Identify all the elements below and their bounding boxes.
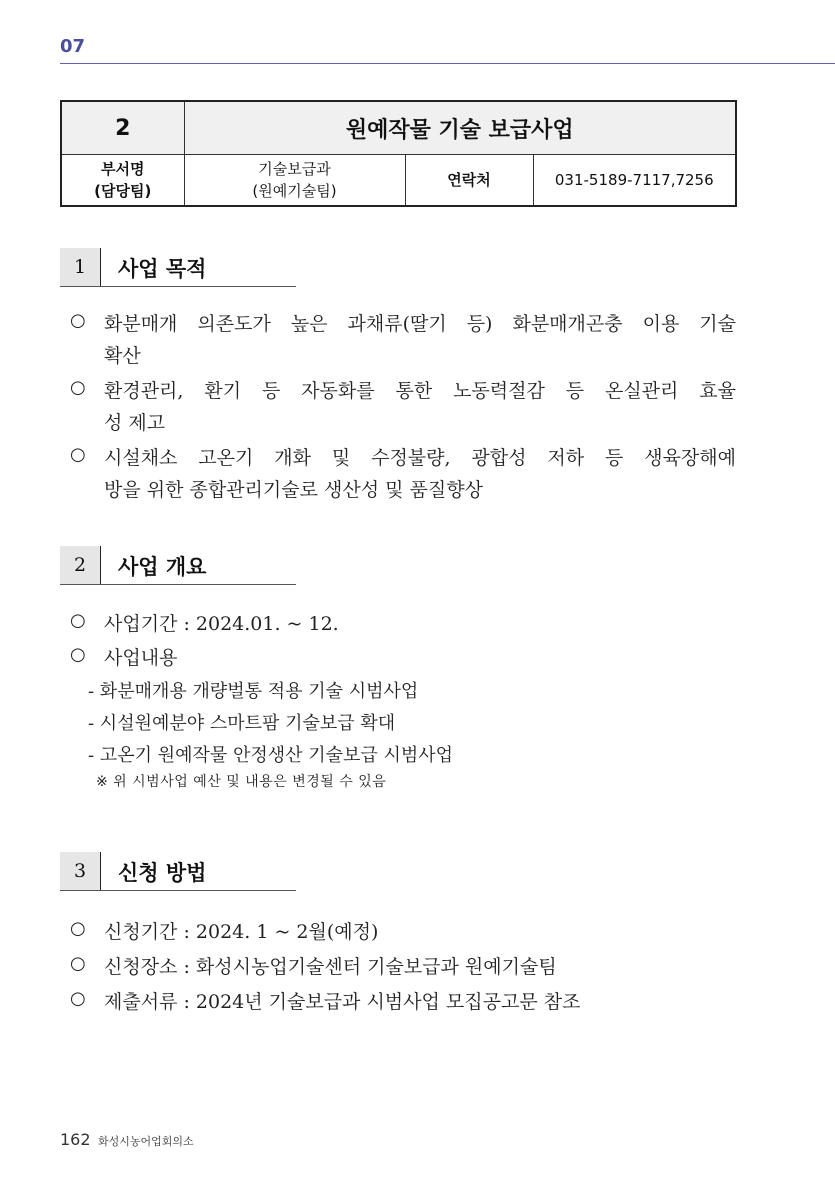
dept-label-line2: (담당팀): [94, 182, 152, 200]
purpose-item-2-line2: 성 제고: [104, 412, 166, 434]
bullet-circle: ○: [70, 644, 86, 665]
dept-label: [61, 155, 184, 207]
section-number: 1: [60, 248, 101, 286]
section-number: 2: [60, 546, 101, 584]
bullet-circle: ○: [70, 377, 86, 398]
table-detail-row: [61, 155, 736, 207]
chapter-number: 07: [60, 36, 86, 57]
application-period: 신청기간 : 2024. 1 ~ 2월(예정): [104, 921, 379, 943]
page-number: 162: [60, 1130, 91, 1149]
table-header-row: [61, 101, 736, 155]
overview-sub-item-3: - 고온기 원예작물 안정생산 기술보급 시범사업: [88, 745, 454, 766]
project-number: 2: [61, 101, 184, 155]
project-info-table: [60, 100, 737, 207]
project-title: 원예작물 기술 보급사업: [184, 101, 736, 155]
organization-name: 화성시농어업회의소: [98, 1135, 194, 1148]
section-heading-purpose: [60, 248, 296, 287]
dept-value-line2: (원예기술팀): [252, 182, 337, 200]
bullet-circle: ○: [70, 444, 86, 465]
overview-sub-item-2: - 시설원예분야 스마트팜 기술보급 확대: [88, 713, 396, 734]
dept-label-line1: 부서명: [101, 160, 145, 178]
purpose-item-1-line2: 확산: [104, 345, 141, 367]
section-title: 사업 개요: [118, 555, 207, 579]
section-title: 사업 목적: [118, 257, 207, 281]
overview-note: ※ 위 시범사업 예산 및 내용은 변경될 수 있음: [96, 774, 387, 790]
header-rule: [60, 63, 835, 64]
section-heading-overview: [60, 546, 296, 585]
purpose-item-3-line1: 시설채소 고온기 개화 및 수정불량, 광합성 저하 등 생육장해예: [104, 447, 736, 469]
purpose-item-3-line2: 방을 위한 종합관리기술로 생산성 및 품질향상: [104, 479, 483, 501]
section-heading-application: [60, 852, 296, 891]
bullet-circle: ○: [70, 918, 86, 939]
overview-period: 사업기간 : 2024.01. ~ 12.: [104, 613, 339, 635]
overview-content-label: 사업내용: [104, 647, 178, 669]
purpose-item-2-line1: 환경관리, 환기 등 자동화를 통한 노동력절감 등 온실관리 효율: [104, 380, 736, 402]
application-documents: 제출서류 : 2024년 기술보급과 시범사업 모집공고문 참조: [104, 991, 581, 1013]
bullet-circle: ○: [70, 610, 86, 631]
bullet-circle: ○: [70, 988, 86, 1009]
section-number: 3: [60, 852, 101, 890]
application-place: 신청장소 : 화성시농업기술센터 기술보급과 원예기술팀: [104, 956, 557, 978]
bullet-circle: ○: [70, 310, 86, 331]
overview-sub-item-1: - 화분매개용 개량벌통 적용 기술 시범사업: [88, 681, 419, 702]
contact-label: 연락처: [405, 155, 533, 207]
bullet-circle: ○: [70, 953, 86, 974]
contact-value: 031-5189-7117,7256: [533, 155, 736, 207]
dept-value: [184, 155, 405, 207]
dept-value-line1: 기술보급과: [258, 160, 331, 178]
section-title: 신청 방법: [118, 861, 207, 885]
purpose-item-1-line1: 화분매개 의존도가 높은 과채류(딸기 등) 화분매개곤충 이용 기술: [104, 313, 736, 335]
